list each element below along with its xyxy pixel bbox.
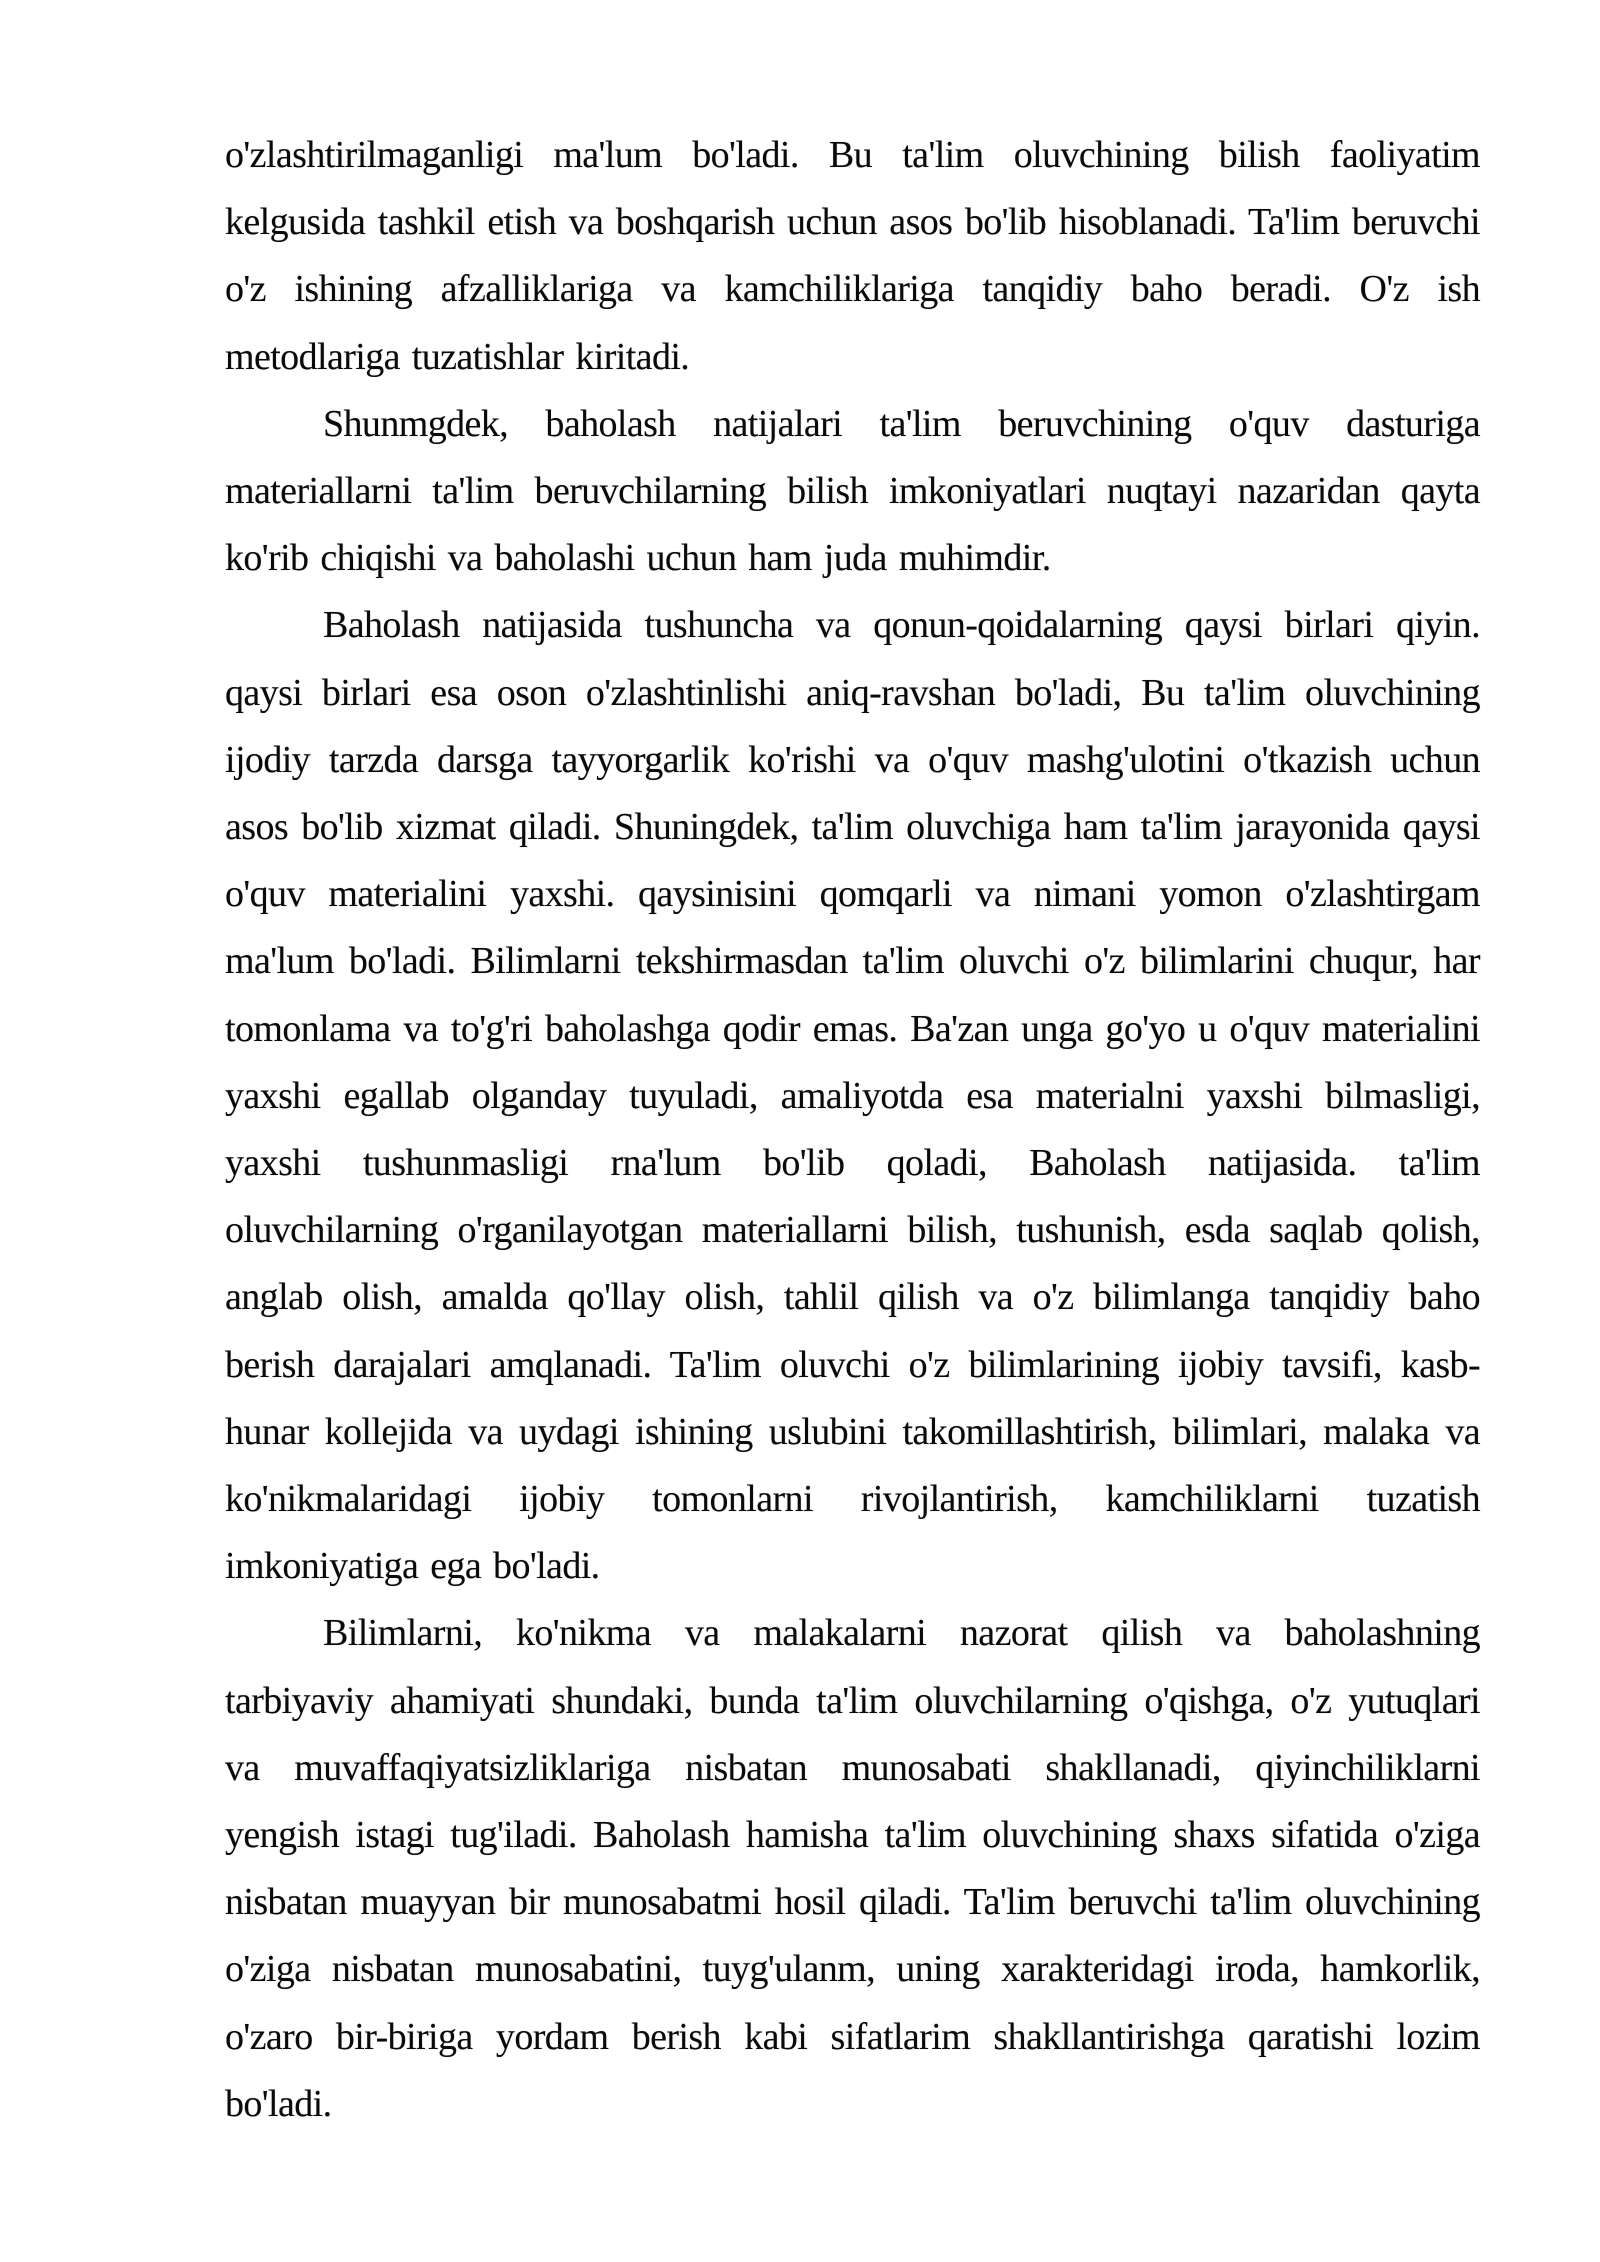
paragraph-continuation: o'zlashtirilmaganligi ma'lum bo'ladi. Bu ta'lim oluvchining bilish faoliyatim kelgusida tashkil etish va boshqarish uchun asos bo'lib hisoblanadi. Ta'lim beruvchi o'z ishining afzalliklariga va kamchiliklariga tanqidiy baho beradi. O'z ish metodlariga tuzatishlar kiritadi.: [225, 134, 1480, 378]
paragraph-baholash-natijasida: Baholash natijasida tushuncha va qonun-qoidalarning qaysi birlari qiyin. qaysi birlari esa oson o'zlashtinlishi aniq-ravshan bo'ladi, Bu ta'lim oluvchining ijodiy tarzda darsga tayyorgarlik ko'rishi va o'quv mashg'ulotini o'tkazish uchun asos bo'lib xizmat qiladi. Shuningdek, ta'lim oluvchiga ham ta'lim jarayonida qaysi o'quv materialini yaxshi. qaysinisini qomqarli va nimani yomon o'zlashtirgam ma'lum bo'ladi. Bilimlarni tekshirmasdan ta'lim oluvchi o'z bilimlarini chuqur, har tomonlama va to'g'ri baholashga qodir emas. Ba'zan unga go'yo u o'quv materialini yaxshi egallab olganday tuyuladi, amaliyotda esa materialni yaxshi bilmasligi, yaxshi tushunmasligi rna'lum bo'lib qoladi, Baholash natijasida. ta'lim oluvchilarning o'rganilayotgan materiallarni bilish, tushunish, esda saqlab qolish, anglab olish, amalda qo'llay olish, tahlil qilish va o'z bilimlanga tanqidiy baho berish darajalari amqlanadi. Ta'lim oluvchi o'z bilimlarining ijobiy tavsifi, kasb-hunar kollejida va uydagi ishining uslubini takomillashtirish, bilimlari, malaka va ko'nikmalaridagi ijobiy tomonlarni rivojlantirish, kamchiliklarni tuzatish imkoniyatiga ega bo'ladi.: [225, 604, 1480, 1588]
text-block: [225, 122, 1480, 2138]
paragraph-bilimlarni-nazorat: Bilimlarni, ko'nikma va malakalarni nazorat qilish va baholashning tarbiyaviy ahamiyati shundaki, bunda ta'lim oluvchilarning o'qishga, o'z yutuqlari va muvaffaqiyatsizliklariga nisbatan munosabati shakllanadi, qiyinchiliklarni yengish istagi tug'iladi. Baholash hamisha ta'lim oluvchining shaxs sifatida o'ziga nisbatan muayyan bir munosabatmi hosil qiladi. Ta'lim beruvchi ta'lim oluvchining o'ziga nisbatan munosabatini, tuyg'ulanm, uning xarakteridagi iroda, hamkorlik, o'zaro bir-biriga yordam berish kabi sifatlarim shakllantirishga qaratishi lozim bo'ladi.: [225, 1612, 1480, 2125]
paragraph-shuningdek: Shunmgdek, baholash natijalari ta'lim beruvchining o'quv dasturiga materiallarni ta'lim beruvchilarning bilish imkoniyatlari nuqtayi nazaridan qayta ko'rib chiqishi va baholashi uchun ham juda muhimdir.: [225, 402, 1480, 580]
